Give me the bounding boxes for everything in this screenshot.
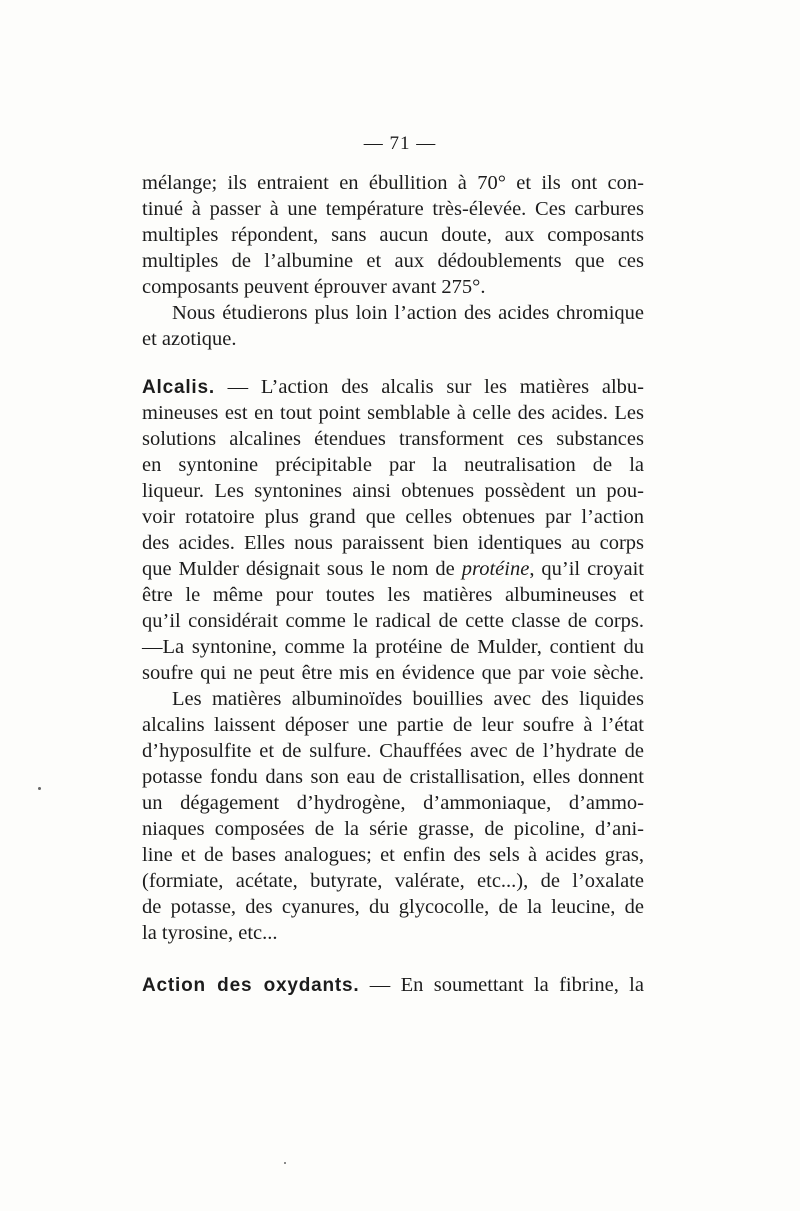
paper-speck	[38, 787, 41, 790]
text-line: tinué à passer à une température très-élevée. Ces carbures	[142, 198, 644, 220]
text-line: en syntonine précipitable par la neutralisation de la	[142, 454, 644, 476]
section-heading-oxydants: Action des oxydants.	[142, 975, 360, 996]
text-line: (formiate, acétate, butyrate, valérate, etc...), de l’oxalate	[142, 870, 644, 892]
text-line: d’hyposulfite et de sulfure. Chauffées avec de l’hydrate de	[142, 740, 644, 762]
text-line: être le même pour toutes les matières albumineuses et	[142, 584, 644, 606]
text-fragment: — L’action des alcalis sur les matières albu-	[214, 376, 644, 398]
text-fragment: , qu’il croyait	[529, 558, 644, 580]
text-line: liqueur. Les syntonines ainsi obtenues possèdent un pou-	[142, 480, 644, 502]
text-line: et azotique.	[142, 328, 237, 350]
text-line: un dégagement d’hydrogène, d’ammoniaque, d’ammo-	[142, 792, 644, 814]
text-line: des acides. Elles nous paraissent bien identiques au corps	[142, 532, 644, 554]
text-line: multiples de l’albumine et aux dédoublements que ces	[142, 250, 644, 272]
text-fragment: que Mulder désignait sous le nom de	[142, 558, 462, 580]
text-line: de potasse, des cyanures, du glycocolle, de la leucine, de	[142, 896, 644, 918]
text-line: potasse fondu dans son eau de cristallisation, elles donnent	[142, 766, 644, 788]
text-fragment: — En soumettant la fibrine, la	[359, 974, 644, 996]
text-line: soufre qui ne peut être mis en évidence que par voie sèche.	[142, 662, 644, 684]
text-line: mineuses est en tout point semblable à celle des acides. Les	[142, 402, 644, 424]
text-line: Les matières albuminoïdes bouillies avec des liquides	[172, 688, 644, 710]
text-line: mélange; ils entraient en ébullition à 70° et ils ont con-	[142, 172, 644, 194]
page-number: — 71 —	[363, 133, 437, 154]
text-line: voir rotatoire plus grand que celles obtenues par l’action	[142, 506, 644, 528]
text-line: alcalins laissent déposer une partie de leur soufre à l’état	[142, 714, 644, 736]
text-line-proteine	[142, 556, 644, 582]
section-heading-alcalis: Alcalis.	[142, 377, 215, 398]
paper-speck	[284, 1162, 286, 1164]
text-line: composants peuvent éprouver avant 275°.	[142, 276, 486, 298]
italic-term: protéine	[461, 558, 530, 580]
text-line: niaques composées de la série grasse, de picoline, d’ani-	[142, 818, 644, 840]
text-line: multiples répondent, sans aucun doute, aux composants	[142, 224, 644, 246]
text-line: la tyrosine, etc...	[142, 922, 278, 944]
section-heading-line	[142, 972, 644, 998]
text-line: solutions alcalines étendues transforment ces substances	[142, 428, 644, 450]
text-line: —La syntonine, comme la protéine de Mulder, contient du	[142, 636, 644, 658]
text-line: Nous étudierons plus loin l’action des acides chromique	[172, 302, 644, 324]
text-line: line et de bases analogues; et enfin des sels à acides gras,	[142, 844, 644, 866]
section-heading-line	[142, 374, 644, 400]
text-line: qu’il considérait comme le radical de cette classe de corps.	[142, 610, 644, 632]
